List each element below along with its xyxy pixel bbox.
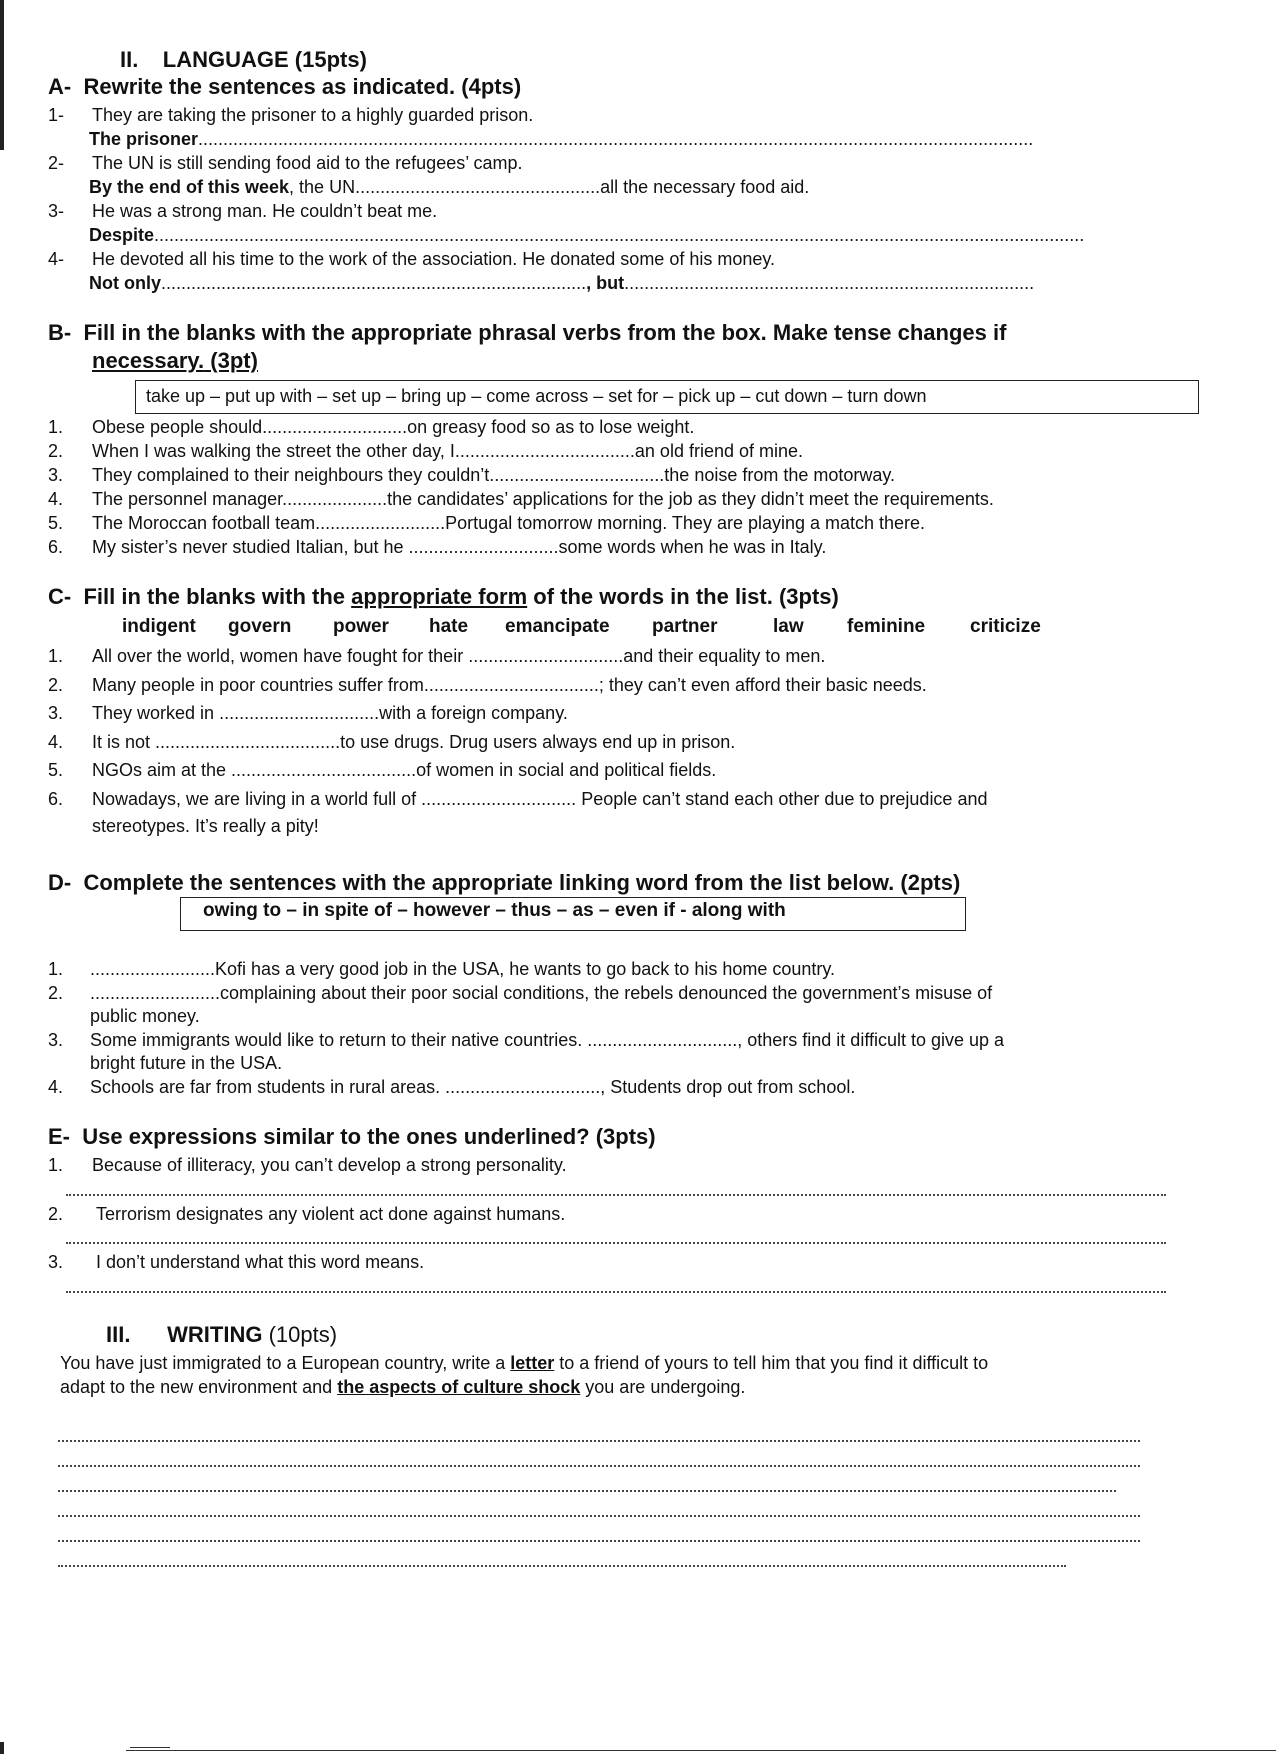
a-item-3-prompt: Despite (89, 225, 155, 245)
d-item-4: Schools are far from students in rural areas. ..............................., Students drop out from school. (90, 1077, 856, 1097)
c-item-2: Many people in poor countries suffer from...................................; they can’t even afford their basic needs. (92, 675, 927, 695)
c-item-4-after: to use drugs. Drug users always end up in prison. (340, 732, 736, 752)
b-item-6-before: My sister’s never studied Italian, but he (92, 537, 409, 557)
linking-words-list: owing to – in spite of – however – thus – as – even if - along with (203, 900, 786, 921)
b-item-1-before: Obese people should (92, 417, 263, 437)
b-item-4-after: the candidates’ applications for the job as they didn’t meet the requirements. (387, 489, 994, 509)
d-item-1-number: 1. (48, 959, 64, 979)
writing-prompt-1b: to a friend of yours to tell him that you find it difficult to (554, 1353, 989, 1373)
b-item-6-number: 6. (48, 537, 64, 557)
c-item-6-number: 6. (48, 789, 64, 809)
writing-prompt-letter: letter (510, 1353, 555, 1373)
part-b-heading-line2 (92, 348, 258, 374)
d-item-4-number: 4. (48, 1077, 64, 1097)
b-item-5-number: 5. (48, 513, 64, 533)
c-item-1: All over the world, women have fought for their ...............................and their equality to men. (92, 646, 826, 666)
c-item-3-number: 3. (48, 703, 64, 723)
footer-rule-short (130, 1747, 170, 1748)
word-list (0, 616, 1276, 640)
a-item-3-sentence: He was a strong man. He couldn’t beat me. (92, 201, 438, 221)
writing-prompt-line1 (60, 1352, 988, 1374)
a-item-3-answer-line: Despite.......................................................................................................................................................................................... (89, 225, 1085, 245)
c-item-5-after: of women in social and political fields. (416, 760, 717, 780)
writing-prompt-line2 (60, 1376, 745, 1398)
d-item-1-after: Kofi has a very good job in the USA, he wants to go back to his home country. (215, 959, 836, 979)
b-item-4-before: The personnel manager (92, 489, 283, 509)
part-b-heading (48, 320, 1006, 346)
part-b-instruction-2a: necessary. (92, 348, 205, 373)
b-item-4-number: 4. (48, 489, 64, 509)
scan-edge-mark (0, 0, 4, 150)
part-c-heading (48, 584, 839, 610)
d-item-1: .........................Kofi has a very good job in the USA, he wants to go back to his home country. (90, 959, 836, 979)
part-d-heading (48, 870, 960, 896)
c-item-6-after: People can’t stand each other due to prejudice and (576, 789, 988, 809)
part-c-instruction-a: Fill in the blanks with the (83, 584, 352, 609)
d-item-3-before: Some immigrants would like to return to their native countries. (90, 1030, 588, 1050)
c-item-2-after: ; they can’t even afford their basic needs. (598, 675, 927, 695)
a-item-2-answer-line: By the end of this week, the UN.................................................all the necessary food aid. (89, 177, 810, 197)
a-item-4-prompt: Not only (89, 273, 161, 293)
word-item: feminine (847, 616, 926, 637)
b-item-4: The personnel manager.....................the candidates’ applications for the job as they didn’t meet the requirements. (92, 489, 994, 509)
c-item-1-number: 1. (48, 646, 64, 666)
b-item-1: Obese people should.............................on greasy food so as to lose weight. (92, 417, 695, 437)
c-item-3: They worked in ................................with a foreign company. (92, 703, 568, 723)
word-item: criticize (970, 616, 1041, 637)
c-item-5-number: 5. (48, 760, 64, 780)
section-ii-roman: II. (120, 47, 139, 72)
writing-prompt-culture-shock: the aspects of culture shock (337, 1377, 581, 1397)
b-item-3: They complained to their neighbours they couldn’t...................................the noise from the motorway. (92, 465, 896, 485)
part-c-letter: C- (48, 584, 72, 609)
part-e-heading (48, 1124, 656, 1150)
section-iii-roman: III. (106, 1322, 131, 1347)
c-item-1-before: All over the world, women have fought for their (92, 646, 469, 666)
b-item-2-number: 2. (48, 441, 64, 461)
d-item-3-after: , others find it difficult to give up a (737, 1030, 1005, 1050)
a-item-4-sentence: He devoted all his time to the work of the association. He donated some of his money. (92, 249, 776, 269)
e-item-2-text: Terrorism designates any violent act done against humans. (96, 1204, 566, 1224)
c-item-5: NGOs aim at the .....................................of women in social and political fields. (92, 760, 717, 780)
c-item-6-line2: stereotypes. It’s really a pity! (92, 816, 319, 836)
part-e-instruction: Use expressions similar to the ones underlined? (3pts) (82, 1124, 656, 1149)
a-item-4-prompt-mid: , but (586, 273, 625, 293)
scan-edge-mark-bottom (0, 1742, 4, 1754)
b-item-3-number: 3. (48, 465, 64, 485)
b-item-5-before: The Moroccan football team (92, 513, 316, 533)
d-item-3-line2: bright future in the USA. (90, 1053, 283, 1073)
e-item-1-answer-line[interactable] (66, 1194, 1166, 1196)
b-item-2-before: When I was walking the street the other day, I (92, 441, 455, 461)
b-item-6: My sister’s never studied Italian, but he ..............................some words when he was in Italy. (92, 537, 827, 557)
word-item: power (333, 616, 389, 637)
writing-answer-line[interactable] (58, 1440, 1140, 1442)
word-item: govern (228, 616, 292, 637)
writing-answer-line[interactable] (58, 1540, 1140, 1542)
b-item-1-number: 1. (48, 417, 64, 437)
a-item-2-sentence: The UN is still sending food aid to the refugees’ camp. (92, 153, 523, 173)
d-item-4-after: , Students drop out from school. (600, 1077, 856, 1097)
phrasal-verbs-box (135, 380, 1199, 414)
e-item-3-answer-line[interactable] (66, 1291, 1166, 1293)
a-item-4-answer-line: Not only....................................................................................., but.................................................................................. (89, 273, 1035, 293)
section-iii-heading (106, 1322, 337, 1348)
d-item-2: ..........................complaining about their poor social conditions, the rebels denounced the government’s misuse of (90, 983, 993, 1003)
section-ii-heading (120, 47, 367, 73)
a-item-1-sentence: They are taking the prisoner to a highly guarded prison. (92, 105, 534, 125)
linking-words-box (180, 897, 966, 931)
b-item-5-after: Portugal tomorrow morning. They are playing a match there. (445, 513, 926, 533)
c-item-1-after: and their equality to men. (623, 646, 826, 666)
b-item-3-before: They complained to their neighbours they couldn’t (92, 465, 490, 485)
e-item-2-answer-line[interactable] (66, 1242, 1166, 1244)
part-b-instruction-2b: (3pt) (204, 348, 258, 373)
a-item-1-answer-line: The prisoner....................................................................................................................................................................... (89, 129, 1034, 149)
c-item-5-before: NGOs aim at the (92, 760, 232, 780)
section-iii-points: (10pts) (262, 1322, 338, 1347)
part-e-letter: E- (48, 1124, 70, 1149)
writing-prompt-1a: You have just immigrated to a European country, write a (60, 1353, 511, 1373)
c-item-2-before: Many people in poor countries suffer from (92, 675, 424, 695)
c-item-4: It is not .....................................to use drugs. Drug users always end up in prison. (92, 732, 736, 752)
b-item-1-after: on greasy food so as to lose weight. (407, 417, 695, 437)
word-item: indigent (122, 616, 196, 637)
a-item-4-number: 4- (48, 249, 65, 269)
word-item: partner (652, 616, 718, 637)
d-item-2-after: complaining about their poor social conditions, the rebels denounced the government’s misuse of (220, 983, 993, 1003)
a-item-1-number: 1- (48, 105, 65, 125)
part-a-letter: A- (48, 74, 72, 99)
d-item-2-line2: public money. (90, 1006, 200, 1026)
e-item-3-number: 3. (48, 1252, 64, 1272)
writing-answer-line[interactable] (58, 1490, 1116, 1492)
part-a-heading (48, 74, 521, 100)
c-item-4-before: It is not (92, 732, 156, 752)
a-item-1-prompt: The prisoner (89, 129, 199, 149)
a-item-2-prompt-bold: By the end of this week (89, 177, 290, 197)
a-item-2-prompt-end: all the necessary food aid. (600, 177, 810, 197)
word-item: emancipate (505, 616, 610, 637)
d-item-4-before: Schools are far from students in rural areas. (90, 1077, 446, 1097)
e-item-2-number: 2. (48, 1204, 64, 1224)
e-item-3-text: I don’t understand what this word means. (96, 1252, 425, 1272)
section-iii-title: WRITING (167, 1322, 263, 1347)
footer-rule (126, 1750, 1276, 1751)
c-item-2-number: 2. (48, 675, 64, 695)
writing-answer-line[interactable] (58, 1565, 1066, 1567)
part-c-instruction-underlined: appropriate form (351, 584, 528, 609)
b-item-2-after: an old friend of mine. (634, 441, 804, 461)
writing-answer-line[interactable] (58, 1515, 1140, 1517)
phrasal-verbs-list: take up – put up with – set up – bring up – come across – set for – pick up – cut down – turn down (146, 386, 927, 406)
word-item: law (773, 616, 804, 637)
e-item-1-number: 1. (48, 1155, 64, 1175)
a-item-2-prompt-rest: , the UN (289, 177, 356, 197)
writing-answer-line[interactable] (58, 1465, 1140, 1467)
a-item-2-number: 2- (48, 153, 65, 173)
part-b-letter: B- (48, 320, 72, 345)
a-item-3-number: 3- (48, 201, 65, 221)
part-d-letter: D- (48, 870, 72, 895)
writing-prompt-2a: adapt to the new environment and (60, 1377, 338, 1397)
c-item-6-before: Nowadays, we are living in a world full of (92, 789, 422, 809)
c-item-3-after: with a foreign company. (379, 703, 568, 723)
c-item-3-before: They worked in (92, 703, 220, 723)
d-item-2-number: 2. (48, 983, 64, 1003)
b-item-6-after: some words when he was in Italy. (558, 537, 827, 557)
writing-prompt-2b: you are undergoing. (580, 1377, 746, 1397)
b-item-5: The Moroccan football team..........................Portugal tomorrow morning. They are playing a match there. (92, 513, 926, 533)
part-d-instruction: Complete the sentences with the appropriate linking word from the list below. (2pts) (83, 870, 961, 895)
section-ii-title: LANGUAGE (15pts) (162, 47, 367, 72)
word-item: hate (429, 616, 469, 637)
c-item-4-number: 4. (48, 732, 64, 752)
e-item-1-text: Because of illiteracy, you can’t develop a strong personality. (92, 1155, 567, 1175)
b-item-3-after: the noise from the motorway. (664, 465, 896, 485)
c-item-6: Nowadays, we are living in a world full of ............................... People can’t stand each other due to prejudice and (92, 789, 988, 809)
part-c-instruction-b: of the words in the list. (3pts) (527, 584, 839, 609)
d-item-3: Some immigrants would like to return to their native countries. .............................., others find it difficult to give up a (90, 1030, 1005, 1050)
d-item-3-number: 3. (48, 1030, 64, 1050)
part-b-instruction-1: Fill in the blanks with the appropriate phrasal verbs from the box. Make tense changes if (83, 320, 1007, 345)
part-a-instruction: Rewrite the sentences as indicated. (4pts) (83, 74, 522, 99)
b-item-2: When I was walking the street the other day, I....................................an old friend of mine. (92, 441, 804, 461)
